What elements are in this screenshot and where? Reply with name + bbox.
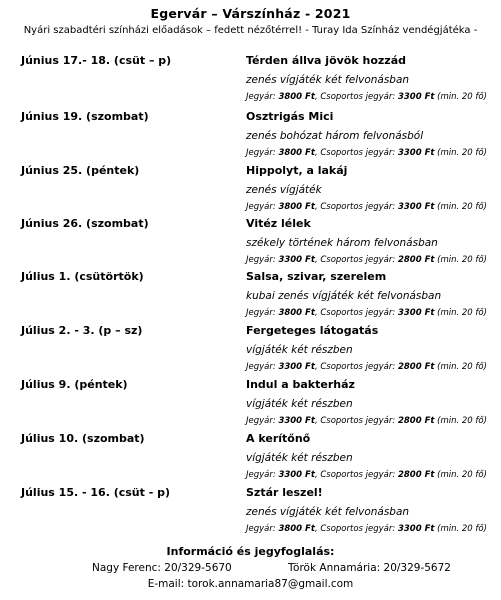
group-price-value: 2800 Ft (397, 362, 435, 372)
group-price-label: , Csoportos jegyár: (314, 524, 398, 534)
price-label: Jegyár: (246, 524, 279, 534)
group-min-note: (min. 20 fő) (434, 255, 487, 265)
event-title: Indul a bakterház (246, 378, 355, 391)
event-price (246, 148, 487, 158)
event-row (0, 432, 501, 488)
event-genre: székely történek három felvonásban (246, 237, 438, 249)
event-date: Június 17.- 18. (csüt – p) (21, 54, 172, 67)
event-genre: vígjáték két részben (246, 344, 353, 356)
contact-email: E-mail: torok.annamaria87@gmail.com (147, 578, 354, 590)
event-genre: zenés bohózat három felvonásból (246, 130, 424, 142)
group-price-value: 2800 Ft (397, 416, 435, 426)
price-value: 3800 Ft (278, 148, 315, 158)
event-row (0, 324, 501, 380)
group-min-note: (min. 20 fő) (434, 416, 487, 426)
group-price-value: 3300 Ft (397, 92, 435, 102)
event-date: Július 10. (szombat) (21, 432, 145, 445)
event-genre: vígjáték két részben (246, 452, 353, 464)
contact-torok-annamaria: Török Annamária: 20/329-5672 (288, 562, 451, 574)
event-genre: zenés vígjáték két felvonásban (246, 74, 410, 86)
event-date: Július 15. - 16. (csüt - p) (21, 486, 171, 499)
event-title: Fergeteges látogatás (246, 324, 379, 337)
event-title: Osztrigás Mici (246, 110, 334, 123)
group-price-value: 2800 Ft (397, 255, 435, 265)
group-price-label: , Csoportos jegyár: (314, 148, 398, 158)
group-min-note: (min. 20 fő) (434, 470, 487, 480)
event-genre: vígjáték két részben (246, 398, 353, 410)
event-price (246, 92, 487, 102)
event-price (246, 255, 487, 265)
page-subtitle: Nyári szabadtéri színházi előadások – fedett nézőtérrel! - Turay Ida Színház vendégjátéka - (23, 25, 478, 36)
event-title: Sztár leszel! (246, 486, 323, 499)
event-title: Hippolyt, a lakáj (246, 164, 348, 177)
event-price (246, 362, 487, 372)
group-price-label: , Csoportos jegyár: (314, 416, 398, 426)
price-label: Jegyár: (246, 202, 279, 212)
group-min-note: (min. 20 fő) (434, 202, 487, 212)
event-row (0, 110, 501, 166)
event-title: Salsa, szivar, szerelem (246, 270, 387, 283)
event-title: Vitéz lélek (246, 217, 311, 230)
price-value: 3300 Ft (278, 255, 315, 265)
event-date: Július 9. (péntek) (21, 378, 128, 391)
event-row (0, 270, 501, 326)
price-value: 3800 Ft (278, 92, 315, 102)
group-price-value: 2800 Ft (397, 470, 435, 480)
group-price-value: 3300 Ft (397, 202, 435, 212)
contact-nagy-ferenc: Nagy Ferenc: 20/329-5670 (92, 562, 232, 574)
event-row (0, 378, 501, 434)
price-value: 3300 Ft (278, 362, 315, 372)
event-price (246, 470, 487, 480)
group-min-note: (min. 20 fő) (434, 308, 487, 318)
page-title: Egervár – Várszínház - 2021 (150, 6, 351, 21)
group-price-label: , Csoportos jegyár: (314, 255, 398, 265)
price-label: Jegyár: (246, 362, 279, 372)
event-title: Térden állva jövök hozzád (246, 54, 406, 67)
price-value: 3800 Ft (278, 202, 315, 212)
price-value: 3800 Ft (278, 308, 315, 318)
group-price-value: 3300 Ft (397, 524, 435, 534)
event-price (246, 308, 487, 318)
event-genre: kubai zenés vígjáték két felvonásban (246, 290, 442, 302)
event-price (246, 416, 487, 426)
group-price-label: , Csoportos jegyár: (314, 362, 398, 372)
event-price (246, 524, 487, 534)
price-value: 3300 Ft (278, 470, 315, 480)
group-min-note: (min. 20 fő) (434, 362, 487, 372)
event-date: Június 25. (péntek) (21, 164, 140, 177)
price-label: Jegyár: (246, 416, 279, 426)
event-genre: zenés vígjáték két felvonásban (246, 506, 410, 518)
group-price-label: , Csoportos jegyár: (314, 202, 398, 212)
event-row (0, 164, 501, 220)
event-row (0, 217, 501, 273)
group-price-value: 3300 Ft (397, 148, 435, 158)
event-title: A kerítőnő (246, 432, 311, 445)
group-min-note: (min. 20 fő) (434, 148, 487, 158)
group-price-label: , Csoportos jegyár: (314, 308, 398, 318)
info-heading: Információ és jegyfoglalás: (166, 545, 335, 558)
price-value: 3300 Ft (278, 416, 315, 426)
event-price (246, 202, 487, 212)
group-price-label: , Csoportos jegyár: (314, 92, 398, 102)
group-min-note: (min. 20 fő) (434, 524, 487, 534)
event-date: Július 2. - 3. (p – sz) (21, 324, 143, 337)
price-label: Jegyár: (246, 255, 279, 265)
event-date: Június 19. (szombat) (21, 110, 149, 123)
group-price-label: , Csoportos jegyár: (314, 470, 398, 480)
group-min-note: (min. 20 fő) (434, 92, 487, 102)
price-label: Jegyár: (246, 92, 279, 102)
event-row (0, 54, 501, 110)
event-date: Július 1. (csütörtök) (21, 270, 144, 283)
price-label: Jegyár: (246, 470, 279, 480)
event-genre: zenés vígjáték (246, 184, 322, 196)
event-row (0, 486, 501, 542)
price-label: Jegyár: (246, 148, 279, 158)
event-date: Június 26. (szombat) (21, 217, 149, 230)
price-value: 3800 Ft (278, 524, 315, 534)
price-label: Jegyár: (246, 308, 279, 318)
group-price-value: 3300 Ft (397, 308, 435, 318)
